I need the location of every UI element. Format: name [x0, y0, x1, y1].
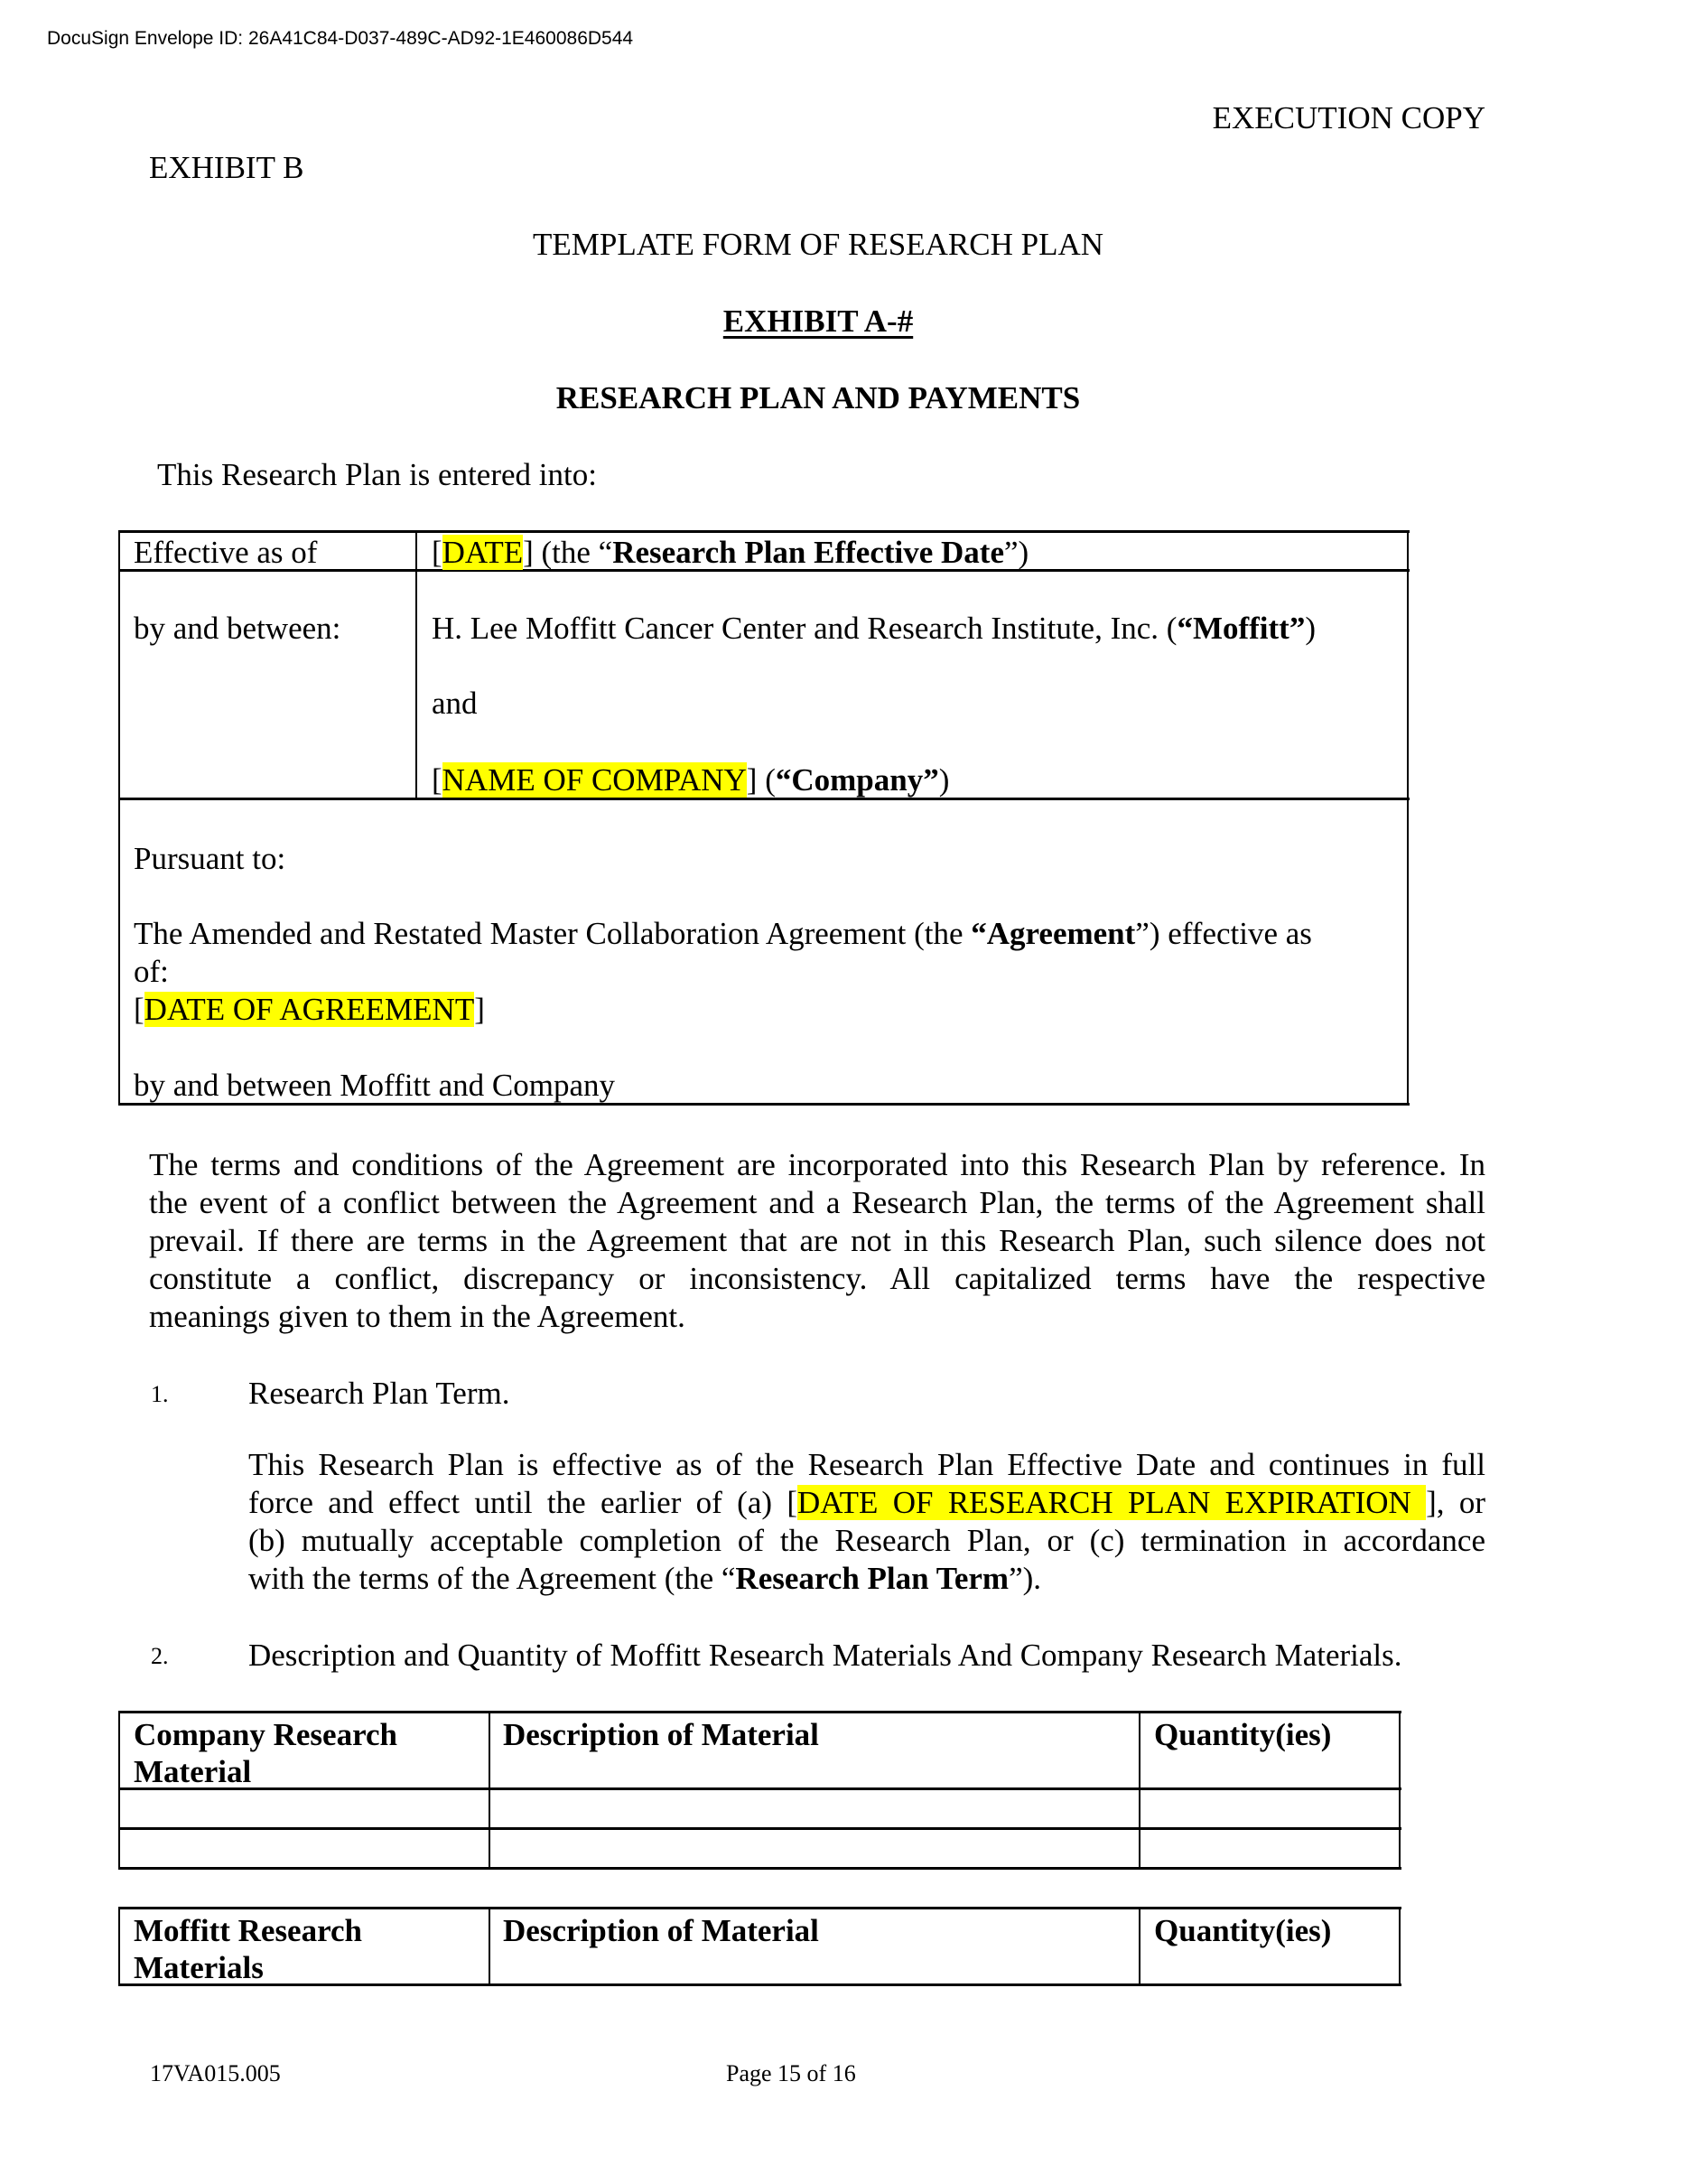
- table-border-top: [118, 530, 1410, 533]
- pursuant-label: Pursuant to:: [134, 841, 286, 876]
- table-border-top: [118, 1907, 1401, 1909]
- bracket: ]: [746, 762, 758, 798]
- text: The Amended and Restated Master Collaboration Agreement (the: [134, 916, 972, 951]
- column-header: Description of Material: [503, 1717, 819, 1752]
- and-text: and: [432, 686, 478, 721]
- company-name-placeholder[interactable]: NAME OF COMPANY: [442, 762, 747, 798]
- text: force and effect until the earlier of (a) [: [248, 1485, 797, 1520]
- column-header: Quantity(ies): [1154, 1717, 1332, 1752]
- section-title: RESEARCH PLAN AND PAYMENTS: [555, 380, 1081, 415]
- section-body-line: This Research Plan is effective as of the Research Plan Effective Date and continues in full: [248, 1447, 1485, 1482]
- text: ], or: [1426, 1485, 1486, 1520]
- table-border-bottom: [118, 1867, 1401, 1870]
- text: with the terms of the Agreement (the “: [248, 1561, 736, 1596]
- section-body-line: (b) mutually acceptable completion of the Research Plan, or (c) termination in accordance: [248, 1523, 1485, 1558]
- exhibit-title-text: EXHIBIT A-#: [722, 303, 914, 339]
- bracket: ]: [523, 535, 534, 570]
- agreement-date: [134, 991, 485, 1029]
- template-title: TEMPLATE FORM OF RESEARCH PLAN: [532, 227, 1104, 262]
- table-cell[interactable]: [1140, 1830, 1399, 1867]
- bracket: [: [134, 992, 144, 1027]
- paragraph-line: the event of a conflict between the Agreement and a Research Plan, the terms of the Agreement shall: [149, 1185, 1485, 1220]
- column-header: Material: [134, 1754, 252, 1789]
- text: ”).: [1009, 1561, 1042, 1596]
- table-cell[interactable]: [490, 1830, 1139, 1867]
- execution-copy-label: EXECUTION COPY: [1212, 100, 1485, 135]
- section-number: 2.: [151, 1643, 169, 1669]
- between-parties: by and between Moffitt and Company: [134, 1068, 615, 1103]
- company-party: [432, 761, 949, 799]
- text: ”) effective as: [1135, 916, 1312, 951]
- text: (: [757, 762, 776, 798]
- paragraph-line: prevail. If there are terms in the Agreement that are not in this Research Plan, such silence does not: [149, 1223, 1485, 1258]
- section-number: 1.: [151, 1381, 169, 1407]
- effective-label: Effective as of: [134, 535, 318, 570]
- paragraph-line: The terms and conditions of the Agreement are incorporated into this Research Plan by reference. In: [149, 1147, 1485, 1182]
- section-body-line: [248, 1560, 1041, 1598]
- table-column-divider: [489, 1907, 490, 1985]
- exhibit-b-label: EXHIBIT B: [149, 150, 304, 185]
- date-placeholder[interactable]: DATE: [442, 535, 524, 570]
- bracket: ]: [474, 992, 485, 1027]
- docusign-envelope-id: DocuSign Envelope ID: 26A41C84-D037-489C-AD92-1E460086D544: [47, 28, 634, 49]
- table-cell[interactable]: [1140, 1790, 1399, 1827]
- table-border-top: [118, 1711, 1401, 1713]
- table-column-divider: [415, 530, 417, 799]
- paragraph-line: constitute a conflict, discrepancy or inconsistency. All capitalized terms have the respective: [149, 1261, 1485, 1296]
- agreement-line-2: of:: [134, 954, 169, 989]
- table-column-divider: [1139, 1907, 1140, 1985]
- text: ”): [1004, 535, 1029, 570]
- agreement-line: [134, 915, 1312, 953]
- footer-doc-id: 17VA015.005: [150, 2060, 281, 2086]
- paragraph-line: meanings given to them in the Agreement.: [149, 1299, 685, 1334]
- table-border-left: [118, 530, 120, 1106]
- text: (the “: [533, 535, 613, 570]
- expiration-date-placeholder[interactable]: DATE OF RESEARCH PLAN EXPIRATION: [797, 1485, 1427, 1520]
- section-title: Description and Quantity of Moffitt Research Materials And Company Research Materials.: [248, 1638, 1402, 1673]
- column-header: Company Research: [134, 1717, 397, 1752]
- defined-term: Research Plan Effective Date: [612, 535, 1004, 570]
- effective-date-cell: [432, 534, 1029, 572]
- between-label: by and between:: [134, 611, 341, 646]
- table-border-left: [118, 1907, 120, 1985]
- column-header: Moffitt Research: [134, 1913, 362, 1948]
- defined-term: “Moffitt”: [1177, 611, 1306, 646]
- section-title: Research Plan Term.: [248, 1376, 510, 1411]
- column-header: Materials: [134, 1950, 264, 1985]
- agreement-date-placeholder[interactable]: DATE OF AGREEMENT: [144, 992, 475, 1027]
- table-border-right: [1399, 1907, 1401, 1985]
- defined-term: Research Plan Term: [735, 1561, 1010, 1596]
- table-cell[interactable]: [490, 1790, 1139, 1827]
- bracket: [: [432, 762, 442, 798]
- column-header: Description of Material: [503, 1913, 819, 1948]
- text: H. Lee Moffitt Cancer Center and Research Institute, Inc. (: [432, 611, 1178, 646]
- table-cell[interactable]: [120, 1830, 489, 1867]
- text: ): [1305, 611, 1316, 646]
- intro-text: This Research Plan is entered into:: [157, 457, 597, 492]
- bracket: [: [432, 535, 442, 570]
- table-cell[interactable]: [120, 1790, 489, 1827]
- column-header: Quantity(ies): [1154, 1913, 1332, 1948]
- table-border-bottom: [118, 1983, 1401, 1986]
- moffitt-party: [432, 610, 1316, 648]
- table-border-right: [1399, 1711, 1401, 1869]
- defined-term: “Agreement: [971, 916, 1136, 951]
- text: ): [938, 762, 950, 798]
- section-body-line: [248, 1484, 1485, 1522]
- exhibit-title: [0, 303, 1636, 341]
- defined-term: “Company”: [775, 762, 939, 798]
- table-border-right: [1407, 530, 1409, 1106]
- footer-page-number: Page 15 of 16: [726, 2060, 856, 2086]
